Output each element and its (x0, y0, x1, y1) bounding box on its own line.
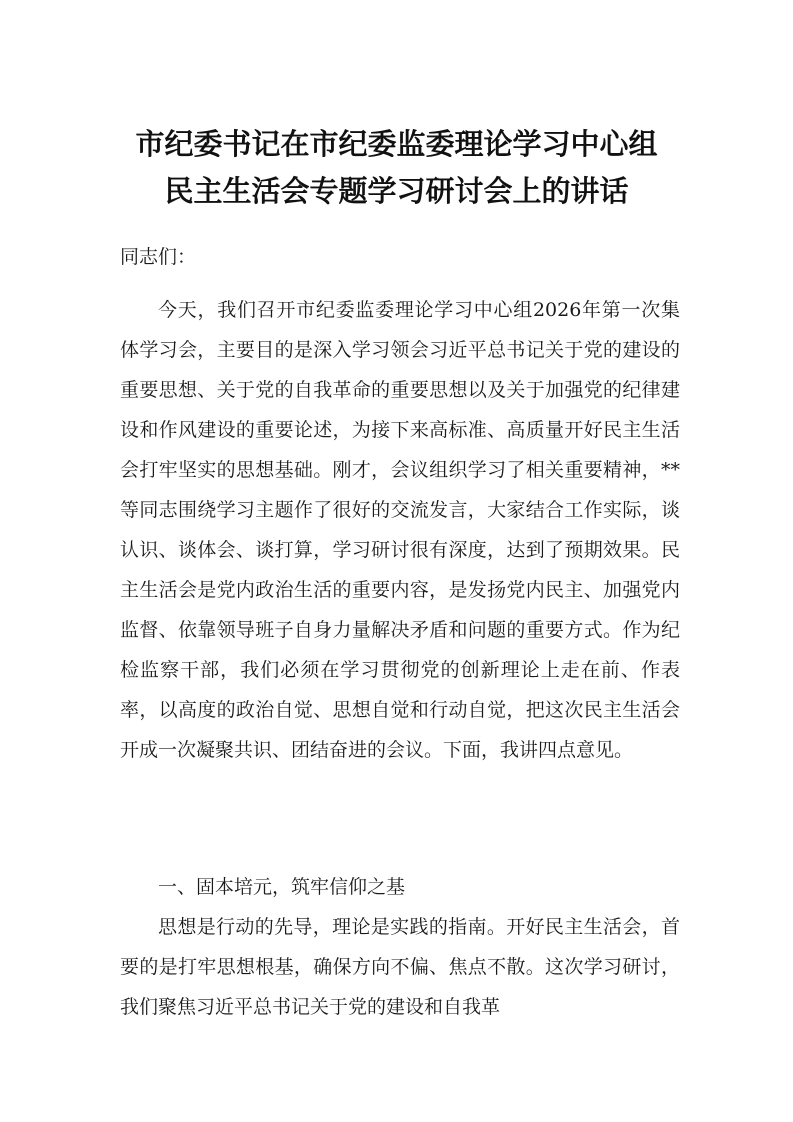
section-heading-1: 一、固本培元，筑牢信仰之基 (158, 876, 406, 898)
body-paragraph-1: 今天，我们召开市纪委监委理论学习中心组2026年第一次集体学习会，主要目的是深入学习领会习近平总书记关于党的建设的重要思想、关于党的自我革命的重要思想以及关于加强党的纪律建设和作风建设的重要论述，为接下来高标准、高质量开好民主生活会打牢坚实的思想基础。刚才，会议组织学习了相关重要精神，**等同志围绕学习主题作了很好的交流发言，大家结合工作实际，谈认识、谈体会、谈打算，学习研讨很有深度，达到了预期效果。民主生活会是党内政治生活的重要内容，是发扬党内民主、加强党内监督、依靠领导班子自身力量解决矛盾和问题的重要方式。作为纪检监察干部，我们必须在学习贯彻党的创新理论上走在前、作表率，以高度的政治自觉、思想自觉和行动自觉，把这次民主生活会开成一次凝聚共识、团结奋进的会议。下面，我讲四点意见。 (120, 299, 680, 761)
document-title-line-1: 市纪委书记在市纪委监委理论学习中心组 (135, 127, 658, 161)
salutation: 同志们： (120, 246, 197, 268)
document-title-line-2: 民主生活会专题学习研讨会上的讲话 (164, 174, 629, 208)
body-paragraph-2: 思想是行动的先导，理论是实践的指南。开好民主生活会，首要的是打牢思想根基，确保方向不偏、焦点不散。这次学习研讨，我们聚焦习近平总书记关于党的建设和自我革 (120, 916, 680, 1018)
